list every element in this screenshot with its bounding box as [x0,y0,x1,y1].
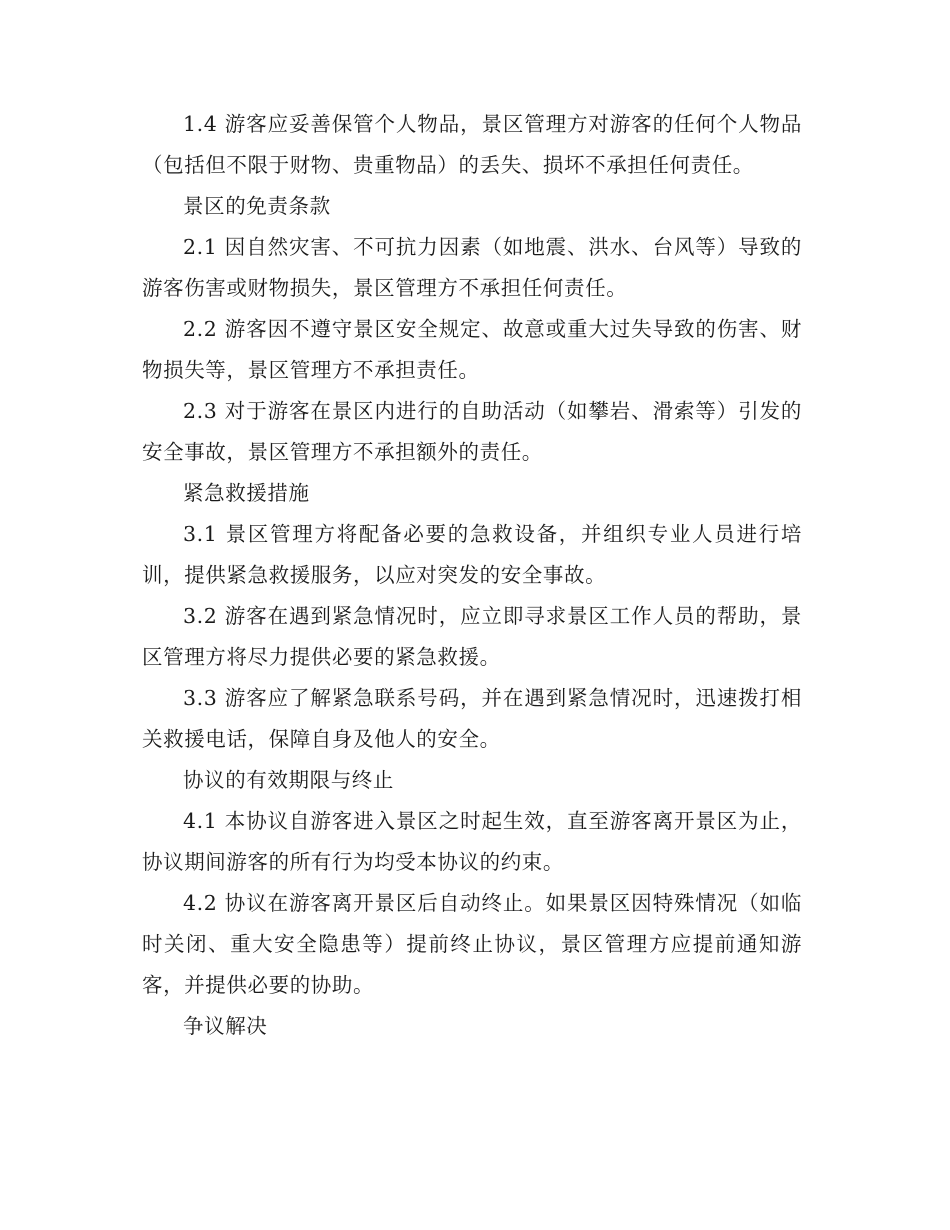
document-body [142,104,802,1047]
clause-2-3: 2.3 对于游客在景区内进行的自助活动（如攀岩、滑索等）引发的安全事故，景区管理方不承担额外的责任。 [142,399,802,464]
section-heading-disclaimer: 景区的免责条款 [183,194,331,218]
clause-4-1: 4.1 本协议自游客进入景区之时起生效，直至游客离开景区为止，协议期间游客的所有行为均受本协议的约束。 [142,809,802,874]
clause-1-4: 1.4 游客应妥善保管个人物品，景区管理方对游客的任何个人物品（包括但不限于财物、贵重物品）的丢失、损坏不承担任何责任。 [142,112,802,177]
section-heading-emergency-rescue: 紧急救援措施 [183,481,310,505]
clause-4-2: 4.2 协议在游客离开景区后自动终止。如果景区因特殊情况（如临时关闭、重大安全隐患等）提前终止协议，景区管理方应提前通知游客，并提供必要的协助。 [142,891,802,997]
section-heading-term-termination: 协议的有效期限与终止 [183,768,394,792]
clause-2-2: 2.2 游客因不遵守景区安全规定、故意或重大过失导致的伤害、财物损失等，景区管理方不承担责任。 [142,317,802,382]
clause-3-1: 3.1 景区管理方将配备必要的急救设备，并组织专业人员进行培训，提供紧急救援服务，以应对突发的安全事故。 [142,522,802,587]
clause-3-3: 3.3 游客应了解紧急联系号码，并在遇到紧急情况时，迅速拨打相关救援电话，保障自身及他人的安全。 [142,686,802,751]
clause-2-1: 2.1 因自然灾害、不可抗力因素（如地震、洪水、台风等）导致的游客伤害或财物损失，景区管理方不承担任何责任。 [142,235,802,300]
clause-3-2: 3.2 游客在遇到紧急情况时，应立即寻求景区工作人员的帮助，景区管理方将尽力提供必要的紧急救援。 [142,604,802,669]
section-heading-dispute-resolution: 争议解决 [183,1014,268,1038]
